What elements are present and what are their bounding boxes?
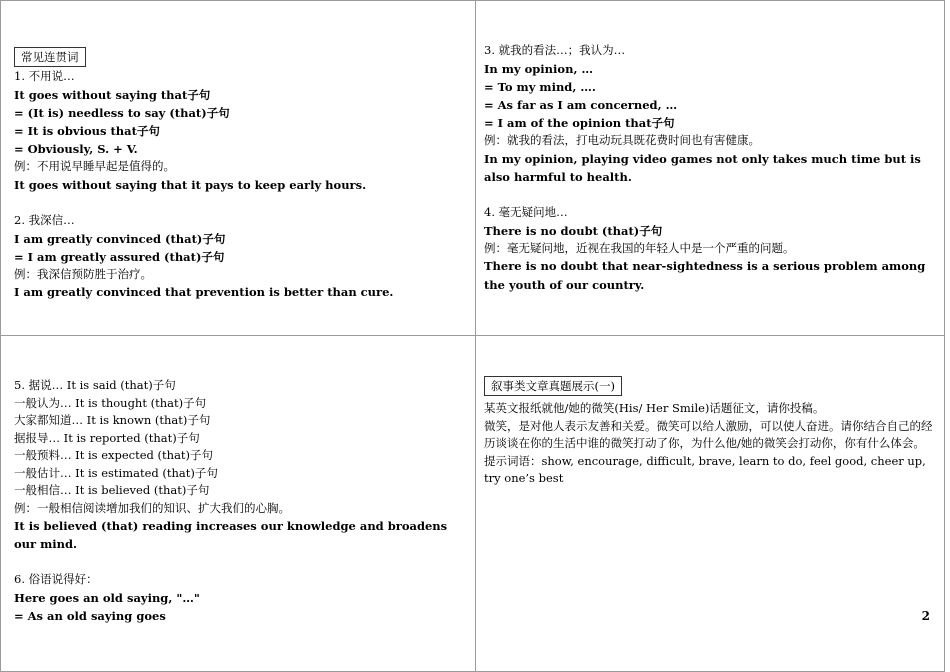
text-line: 提示词语：show, encourage, difficult, brave, learn to do, feel good, cheer up, try one’s best bbox=[484, 453, 926, 485]
english-line: There is no doubt (that)子句 bbox=[484, 223, 663, 238]
text-line: 一般相信… It is believed (that)子句 bbox=[14, 483, 210, 497]
english-line: = (It is) needless to say (that)子句 bbox=[14, 105, 230, 120]
text-line: 某英文报纸就他/她的微笑(His/ Her Smile)话题征文，请你投稿。 bbox=[484, 401, 825, 415]
text-line: 一般认为… It is thought (that)子句 bbox=[14, 395, 207, 410]
section-heading: 叙事类文章真题展示(一) bbox=[484, 376, 622, 396]
panel-2-lines bbox=[484, 42, 936, 294]
slide-panel-1 bbox=[0, 0, 476, 336]
english-line: = To my mind, …. bbox=[484, 79, 596, 94]
panel-1-lines bbox=[14, 68, 467, 302]
english-line: It goes without saying that子句 bbox=[14, 87, 211, 102]
text-line: 例：就我的看法，打电动玩具既花费时间也有害健康。 bbox=[484, 133, 760, 148]
page-number: 2 bbox=[921, 609, 930, 623]
panel-2-content bbox=[484, 42, 936, 294]
text-line: 6. 俗语说得好： bbox=[14, 572, 98, 587]
english-line: = As an old saying goes bbox=[14, 609, 166, 624]
text-line: 例：一般相信阅读增加我们的知识、扩大我们的心胸。 bbox=[14, 500, 290, 515]
english-line: = As far as I am concerned, … bbox=[484, 97, 678, 112]
slide-panel-3 bbox=[0, 335, 476, 672]
text-line: 一般估计… It is estimated (that)子句 bbox=[14, 465, 218, 480]
text-line: 大家都知道… It is known (that)子句 bbox=[14, 413, 211, 427]
panel-4-content bbox=[484, 376, 936, 488]
text-line: 1. 不用说… bbox=[14, 69, 75, 83]
text-line: 4. 毫无疑问地… bbox=[484, 205, 568, 220]
english-line: = I am greatly assured (that)子句 bbox=[14, 249, 225, 264]
spacer bbox=[14, 553, 467, 571]
english-line: In my opinion, … bbox=[484, 61, 593, 76]
panel-4-lines bbox=[484, 400, 936, 488]
english-line: Here goes an old saying, "…" bbox=[14, 590, 200, 605]
english-line: It goes without saying that it pays to keep early hours. bbox=[14, 177, 367, 192]
slide-panel-4 bbox=[475, 335, 945, 672]
slide-panel-2 bbox=[475, 0, 945, 336]
panel-1-content bbox=[14, 47, 467, 302]
panel-3-content bbox=[14, 377, 467, 625]
english-line: I am greatly convinced (that)子句 bbox=[14, 231, 226, 246]
english-line: = I am of the opinion that子句 bbox=[484, 116, 675, 131]
text-line: 2. 我深信… bbox=[14, 213, 75, 228]
text-line: 据报导… It is reported (that)子句 bbox=[14, 430, 200, 445]
english-line: I am greatly convinced that prevention is better than cure. bbox=[14, 285, 394, 300]
english-line: It is believed (that) reading increases our knowledge and broadens our mind. bbox=[14, 519, 448, 552]
english-line: = It is obvious that子句 bbox=[14, 123, 160, 138]
text-line: 例：我深信预防胜于治疗。 bbox=[14, 266, 152, 281]
panel-3-lines bbox=[14, 377, 467, 625]
spacer bbox=[484, 186, 936, 204]
text-line: 3. 就我的看法…；我认为… bbox=[484, 43, 626, 57]
text-line: 例：不用说早睡早起是值得的。 bbox=[14, 159, 175, 174]
text-line: 微笑，是对他人表示友善和关爱。微笑可以给人激励，可以使人奋进。请你结合自己的经历谈谈在你的生活中谁的微笑打动了你，为什么他/她的微笑会打动你，你有什么体会。 bbox=[484, 418, 933, 450]
section-heading: 常见连贯词 bbox=[14, 47, 86, 67]
text-line: 一般预料… It is expected (that)子句 bbox=[14, 448, 214, 462]
english-line: In my opinion, playing video games not only takes much time but is also harmful to health. bbox=[484, 151, 921, 185]
spacer bbox=[14, 194, 467, 212]
text-line: 例：毫无疑问地，近视在我国的年轻人中是一个严重的问题。 bbox=[484, 240, 795, 255]
english-line: = Obviously, S. + V. bbox=[14, 142, 138, 157]
text-line: 5. 据说… It is said (that)子句 bbox=[14, 378, 176, 392]
english-line: There is no doubt that near-sightedness is a serious problem among the youth of our country. bbox=[484, 259, 926, 292]
